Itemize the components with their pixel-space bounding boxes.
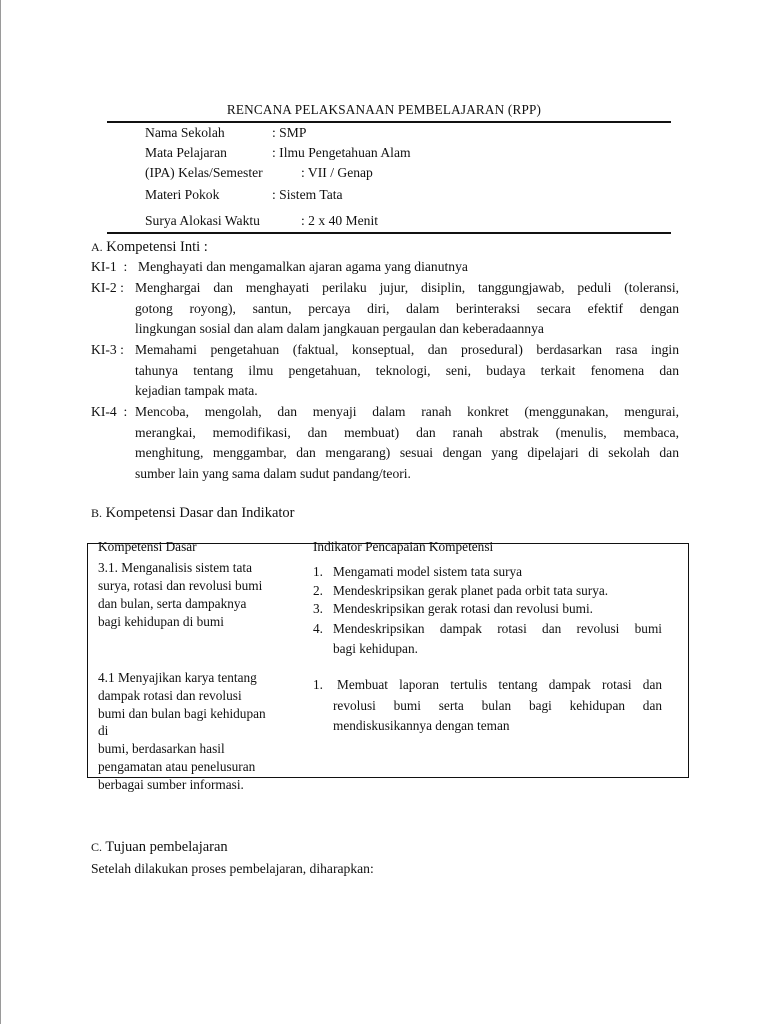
section-a-heading	[91, 238, 208, 256]
ki-text-line: Menghayati dan mengamalkan ajaran agama yang dianutnya	[138, 259, 468, 274]
column-header-kd: Kompetensi Dasar	[98, 539, 197, 554]
identity-label: Nama Sekolah	[145, 125, 225, 140]
ki-separator: :	[120, 342, 124, 357]
kd-text-line: dampak rotasi dan revolusi	[98, 687, 242, 703]
section-letter: B.	[91, 506, 103, 520]
identity-label: Materi Pokok	[145, 187, 220, 202]
identity-value: : Sistem Tata	[272, 187, 343, 202]
ki-text-line: tahunya tentang ilmu pengetahuan, teknologi, seni, budaya terkait fenomena dan	[135, 362, 679, 378]
indicator-text-line: revolusi bumi serta bulan bagi kehidupan dan	[333, 697, 662, 713]
indicator-list	[313, 563, 662, 659]
indicator-text-line: Mendeskripsikan gerak planet pada orbit tata surya.	[333, 582, 609, 598]
indicator-item: 1. Mengamati model sistem tata surya	[313, 563, 662, 582]
kd-text-line: bumi, berdasarkan hasil	[98, 741, 225, 757]
section-b-heading	[91, 504, 295, 522]
identity-label: (IPA) Kelas/Semester	[145, 165, 263, 180]
ki-text-line: merangkai, memodifikasi, dan membuat) dan ranah abstrak (menulis, membaca,	[135, 424, 679, 440]
indicator-text-line: mendiskusikannya dengan teman	[333, 718, 510, 733]
kd-cell	[98, 669, 266, 794]
ki-label: KI-3	[91, 342, 117, 357]
ki-text-line: gotong royong), santun, percaya diri, dalam berinteraksi secara efektif dengan	[135, 300, 679, 316]
ki-text-line: Menghargai dan menghayati perilaku jujur, disiplin, tanggungjawab, peduli (toleransi,	[135, 280, 679, 295]
kd-text-line: 4.1 Menyajikan karya tentang	[98, 670, 257, 685]
ki-separator: :	[120, 280, 124, 295]
kd-text-line: bumi dan bulan bagi kehidupan	[98, 705, 266, 721]
ki-text-line: kejadian tampak mata.	[135, 383, 258, 399]
identity-value: : SMP	[272, 125, 307, 140]
identity-value: : VII / Genap	[301, 165, 373, 180]
indicator-text-line: Mengamati model sistem tata surya	[333, 564, 523, 579]
ki-text-line: Memahami pengetahuan (faktual, konseptual, dan prosedural) berdasarkan rasa ingin	[135, 342, 679, 357]
ki-separator: :	[123, 259, 128, 274]
ki-text-line: Mencoba, mengolah, dan menyaji dalam ranah konkret (menggunakan, mengurai,	[135, 404, 679, 419]
kd-text-line: dan bulan, serta dampaknya	[98, 596, 247, 611]
section-title: Tujuan pembelajaran	[105, 839, 228, 855]
ki-text-line: menghitung, menggambar, dan mengarang) sesuai dengan yang dipelajari di sekolah dan	[135, 445, 679, 461]
page-edge	[0, 0, 1, 1024]
indicator-text-line: Mendeskripsikan dampak rotasi dan revolusi bumi	[333, 620, 662, 636]
kd-text-line: 3.1. Menganalisis sistem tata	[98, 560, 252, 575]
ki-label: KI-1	[91, 259, 117, 274]
kd-text-line: bagi kehidupan di bumi	[98, 614, 224, 629]
kd-text-line: berbagai sumber informasi.	[98, 776, 244, 792]
indicator-item: 4. Mendeskripsikan dampak rotasi dan revolusi bumi bagi kehidupan.	[313, 619, 662, 659]
indicator-list	[313, 675, 662, 737]
title-rule	[107, 121, 671, 123]
section-c-heading	[91, 838, 228, 856]
ki-text-line: lingkungan sosial dan alam dalam jangkauan pergaulan dan keberadaannya	[135, 321, 544, 337]
kd-text-line: pengamatan atau penelusuran	[98, 758, 256, 774]
indicator-text-line: Mendeskripsikan gerak rotasi dan revolusi bumi.	[333, 601, 593, 616]
document-title: RENCANA PELAKSANAAN PEMBELAJARAN (RPP)	[226, 102, 542, 117]
identity-label: Mata Pelajaran	[145, 145, 227, 160]
ki-separator: :	[123, 404, 128, 419]
identity-value: : 2 x 40 Menit	[301, 213, 379, 228]
section-letter: A.	[91, 240, 103, 254]
section-c-text: Setelah dilakukan proses pembelajaran, diharapkan:	[91, 861, 374, 876]
identity-rule	[107, 232, 671, 234]
kd-text-line: surya, rotasi dan revolusi bumi	[98, 578, 263, 593]
ki-text-line: sumber lain yang sama dalam sudut pandang/teori.	[135, 466, 411, 482]
indicator-item: 1. Membuat laporan tertulis tentang dampak rotasi dan revolusi bumi serta bulan bagi kehidupan dan mendiskusikannya dengan teman	[313, 675, 662, 737]
section-letter: C.	[91, 840, 103, 854]
column-header-ipk: Indikator Pencapaian Kompetensi	[313, 539, 494, 554]
ki-label: KI-2	[91, 280, 117, 295]
indicator-text-line: bagi kehidupan.	[333, 640, 418, 656]
ki-label: KI-4	[91, 404, 117, 419]
section-title: Kompetensi Inti :	[106, 239, 208, 255]
indicator-item: 3. Mendeskripsikan gerak rotasi dan revolusi bumi.	[313, 600, 662, 619]
identity-label: Surya Alokasi Waktu	[145, 213, 260, 228]
indicator-text-line: Membuat laporan tertulis tentang dampak rotasi dan	[337, 677, 662, 692]
kd-text-line: di	[98, 723, 109, 739]
indicator-item: 2. Mendeskripsikan gerak planet pada orbit tata surya.	[313, 582, 662, 601]
identity-value: : Ilmu Pengetahuan Alam	[272, 145, 411, 160]
section-title: Kompetensi Dasar dan Indikator	[105, 505, 295, 521]
kd-cell	[98, 559, 262, 631]
